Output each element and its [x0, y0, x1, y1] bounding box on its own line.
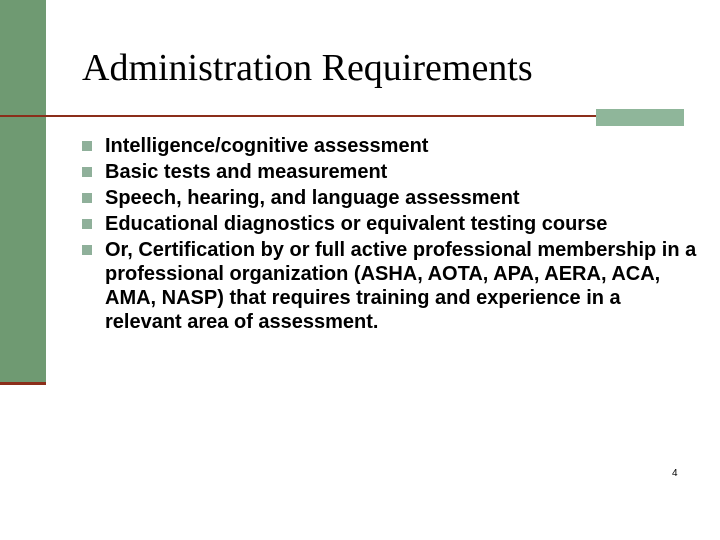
- bullet-item: [82, 160, 702, 184]
- bullet-text: Educational diagnostics or equivalent testing course: [105, 213, 608, 235]
- bullet-item: [82, 238, 702, 334]
- square-bullet-icon: [82, 219, 92, 229]
- page-number: 4: [672, 468, 678, 479]
- slide-title: Administration Requirements: [82, 47, 533, 89]
- bullet-item: [82, 186, 702, 210]
- bullet-list: [82, 134, 702, 336]
- bullet-text: Or, Certification by or full active professional membership in a professional organization (ASHA, AOTA, APA, AERA, ACA, AMA, NASP) that requires training and experience in a relevant area of assessment.: [105, 239, 697, 333]
- bullet-text: Basic tests and measurement: [105, 161, 388, 183]
- title-accent-block: [596, 109, 684, 126]
- title-divider: [0, 115, 684, 117]
- square-bullet-icon: [82, 167, 92, 177]
- square-bullet-icon: [82, 245, 92, 255]
- bullet-text: Speech, hearing, and language assessment: [105, 187, 520, 209]
- bullet-item: [82, 134, 702, 158]
- side-decoration-bar: [0, 0, 46, 382]
- bullet-text: Intelligence/cognitive assessment: [105, 135, 429, 157]
- side-decoration-line: [0, 382, 46, 385]
- square-bullet-icon: [82, 193, 92, 203]
- square-bullet-icon: [82, 141, 92, 151]
- bullet-item: [82, 212, 702, 236]
